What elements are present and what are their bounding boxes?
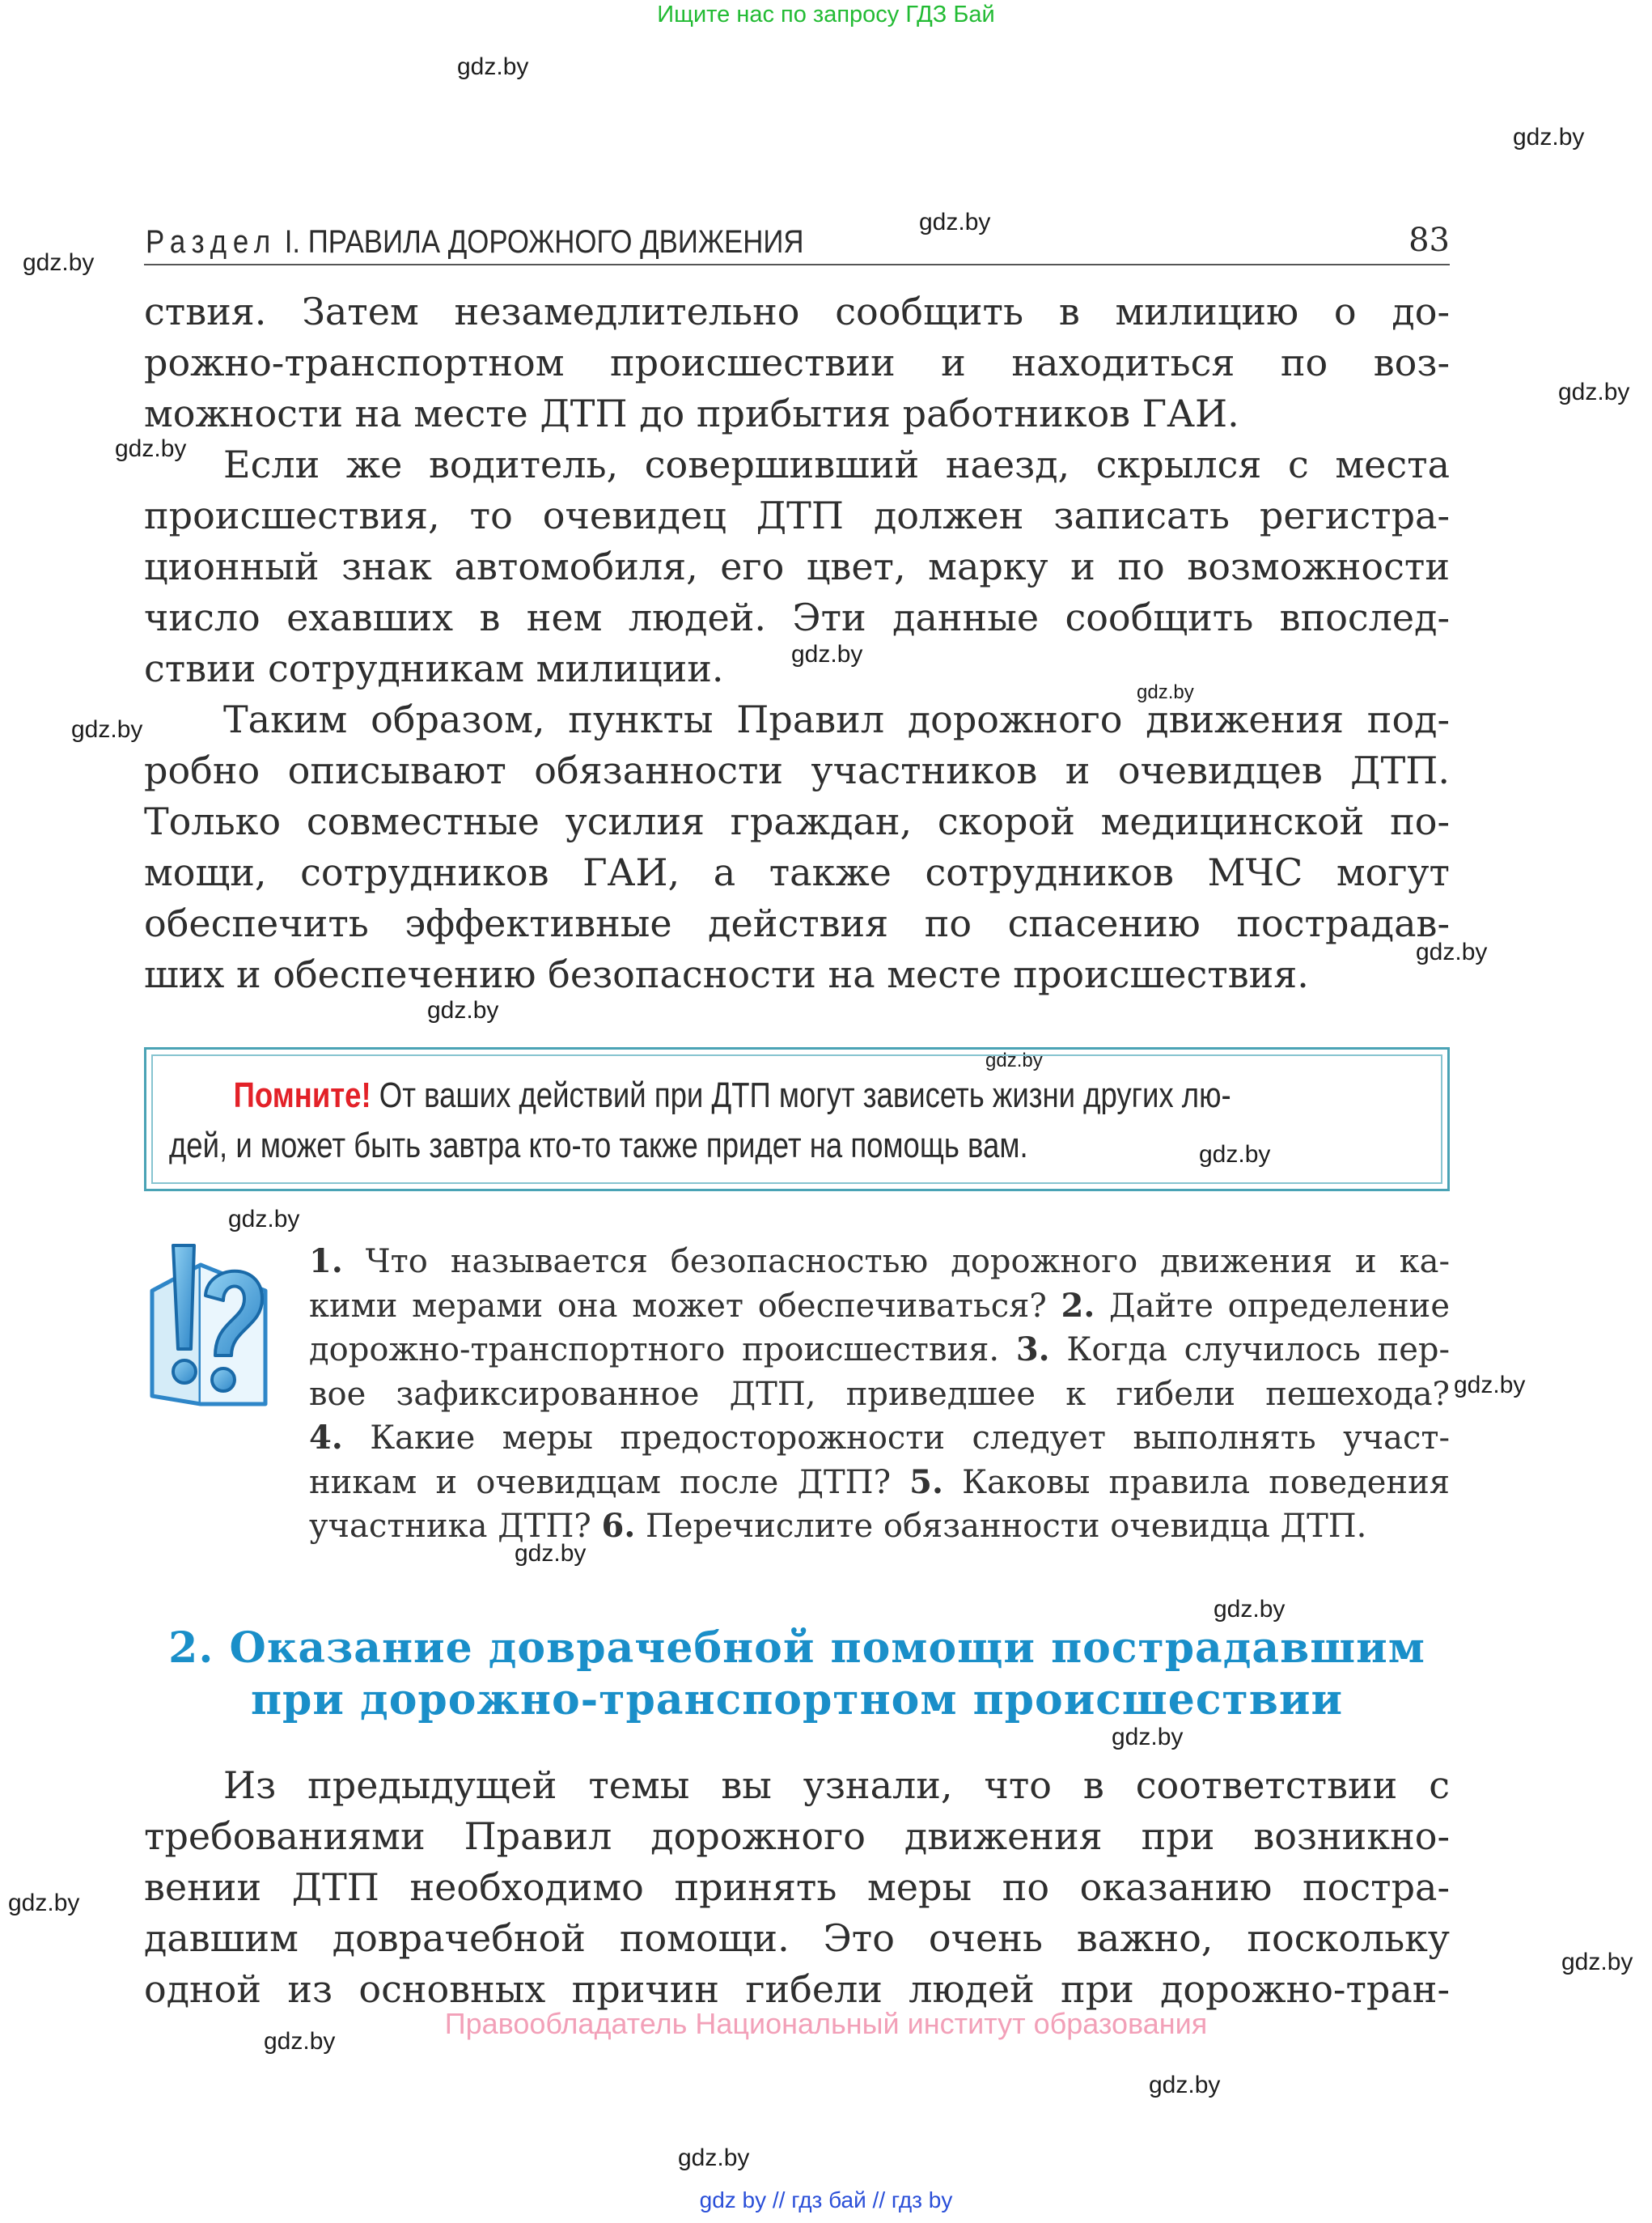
text-line: обеспечить эффективные действия по спасению пострадав- (144, 902, 1450, 945)
text-line: вении ДТП необходимо принять меры по оказанию постра- (144, 1865, 1450, 1909)
watermark: gdz.by (1199, 1141, 1271, 1168)
watermark: gdz.by (1561, 1949, 1633, 1975)
text-line: можности на месте ДТП до прибытия работников ГАИ. (144, 392, 1239, 435)
question-text: Что называется безопасностью дорожного движения и ка- (342, 1243, 1450, 1280)
question-number: 3. (1015, 1330, 1050, 1368)
section-heading (144, 1623, 1450, 1726)
question-line (309, 1328, 1450, 1372)
section-title: I. ПРАВИЛА ДОРОЖНОГО ДВИЖЕНИЯ (284, 224, 804, 260)
text-line: мощи, сотрудников ГАИ, а также сотрудников МЧС могут (144, 851, 1450, 894)
question-text: Дайте определение (1095, 1287, 1451, 1325)
watermark: gdz.by (1137, 681, 1194, 703)
question-text: Перечислите обязанности очевидца ДТП. (635, 1508, 1367, 1545)
question-text: никам и очевидцам после ДТП? (309, 1463, 910, 1501)
question-number: 4. (309, 1419, 343, 1457)
section-heading-line: 2. Оказание доврачебной помощи пострадавшим (168, 1623, 1425, 1673)
remember-text: От ваших действий при ДТП могут зависеть жизни других лю- (371, 1075, 1231, 1115)
text-line: Таким образом, пункты Правил дорожного движения под- (223, 698, 1450, 741)
exclamation-question-icon (144, 1242, 273, 1416)
remember-box (144, 1047, 1450, 1191)
section-label (146, 224, 804, 261)
watermark: gdz.by (515, 1540, 587, 1567)
text-line: одной из основных причин гибели людей при дорожно-тран- (144, 1967, 1450, 2011)
question-text: Когда случилось пер- (1049, 1331, 1450, 1368)
question-number: 2. (1061, 1286, 1095, 1325)
footer-links[interactable]: gdz by // гдз бай // гдз by (699, 2187, 953, 2212)
text-line: робно описывают обязанности участников и очевидцев ДТП. (144, 749, 1450, 792)
text-line: ствия. Затем незамедлительно сообщить в милицию о до- (144, 290, 1450, 333)
question-line (309, 1461, 1450, 1505)
section-heading-line: при дорожно-транспортном происшествии (250, 1675, 1344, 1725)
remember-highlight: Помните! (233, 1075, 371, 1115)
watermark: gdz.by (919, 209, 991, 235)
watermark: gdz.by (791, 641, 863, 668)
watermark: gdz.by (115, 435, 187, 462)
paragraph-4 (144, 1760, 1450, 2015)
text-line: рожно-транспортном происшествии и находиться по воз- (144, 341, 1450, 384)
question-text: участника ДТП? (309, 1508, 602, 1545)
remember-line-1 (169, 1075, 1231, 1116)
watermark: gdz.by (1416, 939, 1488, 965)
section-word: Раздел (146, 224, 277, 260)
question-number: 5. (909, 1462, 943, 1501)
text-line: ствии сотрудникам милиции. (144, 647, 724, 690)
top-banner: Ищите нас по запросу ГДЗ Бай (657, 2, 995, 28)
paragraph-1 (144, 286, 1450, 439)
watermark: gdz.by (1149, 2072, 1221, 2098)
text-line: Если же водитель, совершивший наезд, скрылся с места (223, 443, 1450, 486)
text-line: ших и обеспечению безопасности на месте происшествия. (144, 952, 1309, 996)
question-line (309, 1284, 1450, 1329)
text-line: давшим доврачебной помощи. Это очень важно, поскольку (144, 1916, 1450, 1960)
watermark: gdz.by (23, 249, 95, 276)
question-number: 6. (601, 1507, 636, 1545)
watermark: gdz.by (1112, 1724, 1184, 1750)
text-line: Из предыдущей темы вы узнали, что в соответствии с (223, 1763, 1450, 1807)
question-line (309, 1504, 1450, 1549)
watermark: gdz.by (985, 1050, 1043, 1071)
question-line (309, 1416, 1450, 1461)
running-head (144, 218, 1450, 265)
text-line: число ехавших в нем людей. Эти данные сообщить впослед- (144, 596, 1450, 639)
watermark: gdz.by (1558, 379, 1630, 405)
question-text: вое зафиксированное ДТП, приведшее к гибели пешехода? (309, 1375, 1450, 1413)
page-number: 83 (1408, 222, 1450, 259)
watermark: gdz.by (678, 2145, 750, 2171)
paragraph-2 (144, 439, 1450, 694)
question-text: Каковы правила поведения (942, 1463, 1450, 1501)
copyright-owner: Правообладатель Национальный институт образования (444, 2007, 1208, 2040)
text-line: ционный знак автомобиля, его цвет, марку и по возможности (144, 545, 1450, 588)
remember-line-2: дей, и может быть завтра кто-то также придет на помощь вам. (169, 1126, 1028, 1165)
review-questions (309, 1240, 1450, 1549)
watermark: gdz.by (427, 997, 499, 1024)
watermark: gdz.by (71, 716, 143, 743)
watermark: gdz.by (1454, 1372, 1526, 1398)
watermark: gdz.by (1214, 1596, 1286, 1623)
question-line (309, 1240, 1450, 1284)
text-line: требованиями Правил дорожного движения при возникно- (144, 1814, 1450, 1858)
question-text: кими мерами она может обеспечиваться? (309, 1287, 1061, 1325)
text-line: Только совместные усилия граждан, скорой медицинской по- (144, 800, 1450, 843)
question-text: дорожно-транспортного происшествия. (309, 1331, 1016, 1368)
watermark: gdz.by (457, 53, 529, 80)
text-line: происшествия, то очевидец ДТП должен записать регистра- (144, 494, 1450, 537)
question-text: Какие меры предосторожности следует выполнять участ- (342, 1419, 1450, 1457)
question-number: 1. (309, 1242, 343, 1280)
watermark: gdz.by (8, 1890, 80, 1916)
watermark: gdz.by (1513, 124, 1585, 151)
watermark: gdz.by (228, 1206, 300, 1232)
question-line (309, 1372, 1450, 1417)
paragraph-3 (144, 694, 1450, 1000)
watermark: gdz.by (264, 2028, 336, 2055)
